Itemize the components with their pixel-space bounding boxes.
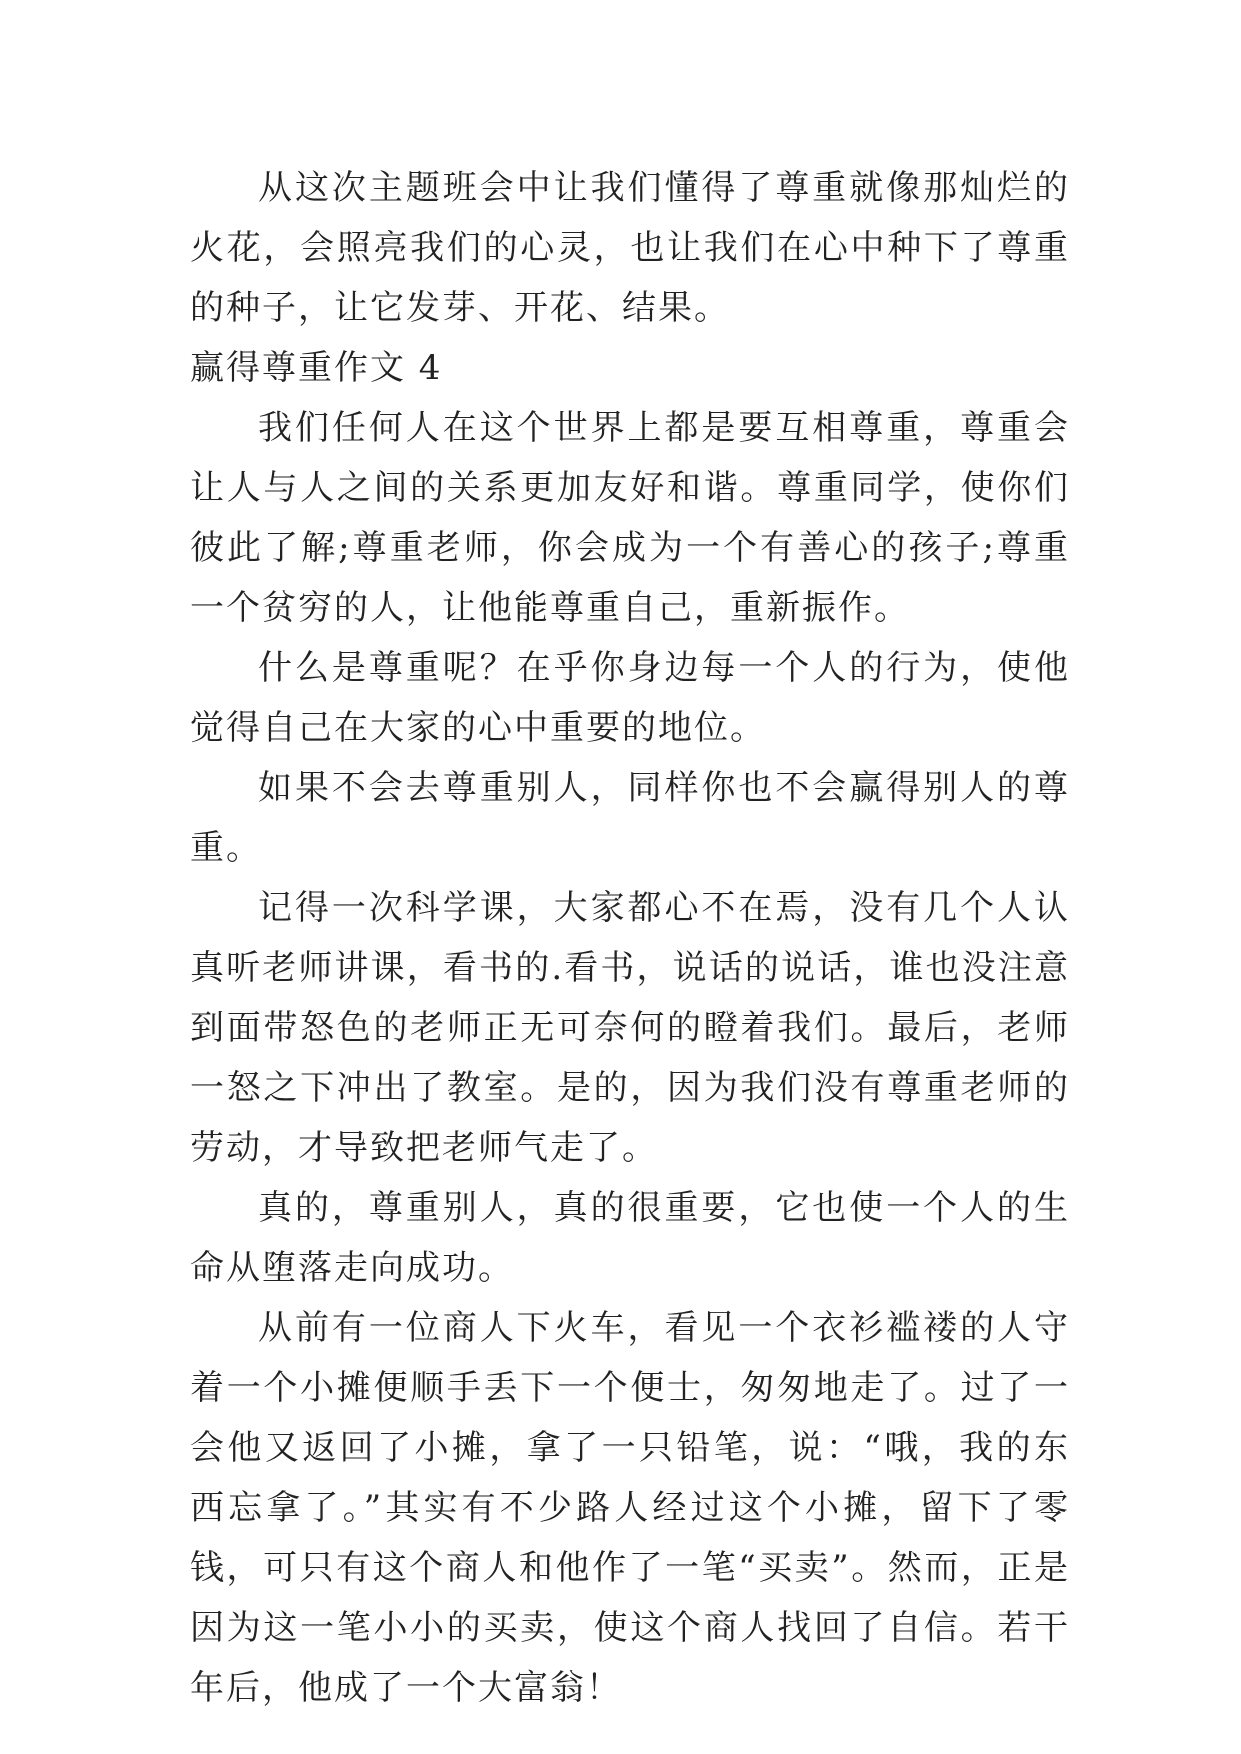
paragraph-7: 从前有一位商人下火车，看见一个衣衫褴褛的人守着一个小摊便顺手丢下一个便士，匆匆地走了。过了一会他又返回了小摊，拿了一只铅笔，说：“哦，我的东西忘拿了。”其实有不少路人经过这个小摊，留下了零钱，可只有这个商人和他作了一笔“买卖”。然而，正是因为这一笔小小的买卖，使这个商人找回了自信。若干年后，他成了一个大富翁！	[190, 1308, 1070, 1708]
document-body	[190, 158, 1070, 1718]
section-heading: 赢得尊重作文 4	[190, 348, 443, 388]
paragraph-2: 我们任何人在这个世界上都是要互相尊重，尊重会让人与人之间的关系更加友好和谐。尊重同学，使你们彼此了解;尊重老师，你会成为一个有善心的孩子;尊重一个贫穷的人，让他能尊重自己，重新振作。	[190, 408, 1070, 628]
paragraph-1: 从这次主题班会中让我们懂得了尊重就像那灿烂的火花，会照亮我们的心灵，也让我们在心中种下了尊重的种子，让它发芽、开花、结果。	[190, 168, 1070, 328]
paragraph-6: 真的，尊重别人，真的很重要，它也使一个人的生命从堕落走向成功。	[190, 1188, 1070, 1288]
paragraph-4: 如果不会去尊重别人，同样你也不会赢得别人的尊重。	[190, 768, 1070, 868]
paragraph-5: 记得一次科学课，大家都心不在焉，没有几个人认真听老师讲课，看书的.看书，说话的说话，谁也没注意到面带怒色的老师正无可奈何的瞪着我们。最后，老师一怒之下冲出了教室。是的，因为我们没有尊重老师的劳动，才导致把老师气走了。	[190, 888, 1070, 1168]
paragraph-3: 什么是尊重呢？在乎你身边每一个人的行为，使他觉得自己在大家的心中重要的地位。	[190, 648, 1070, 748]
